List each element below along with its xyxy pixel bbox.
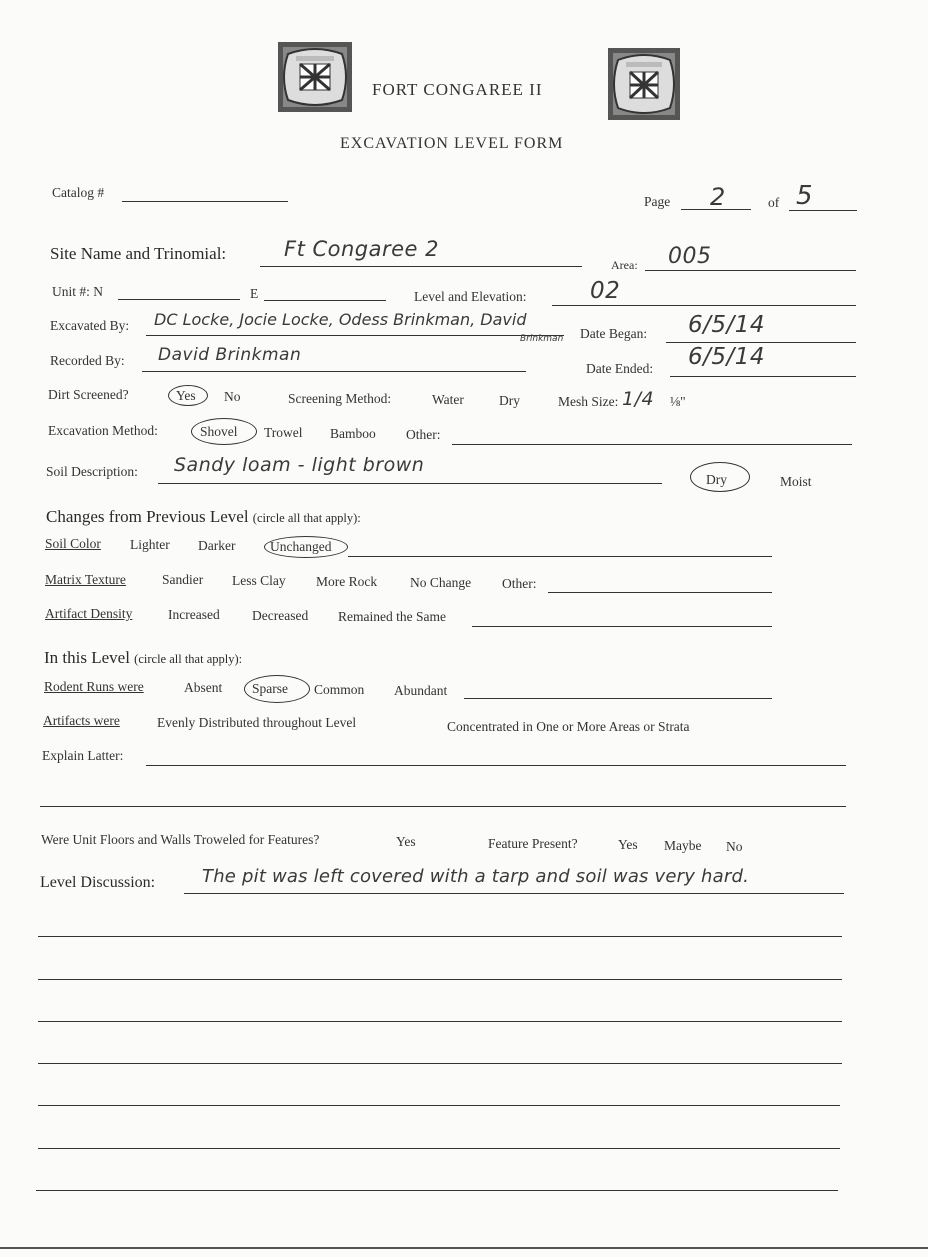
changes-heading-text: Changes from Previous Level: [46, 507, 249, 526]
soil-description-label: Soil Description:: [46, 464, 138, 479]
right-seal-logo: [608, 48, 680, 120]
troweled-question: Were Unit Floors and Walls Troweled for Features?: [41, 832, 320, 847]
date-began-field[interactable]: [666, 342, 856, 343]
feature-maybe-option[interactable]: Maybe: [664, 838, 702, 853]
date-began-label: Date Began:: [580, 326, 648, 341]
discussion-line-7[interactable]: [38, 1148, 840, 1149]
explain-field-2[interactable]: [40, 806, 846, 807]
catalog-label: Catalog #: [52, 185, 105, 200]
of-label: of: [768, 195, 780, 210]
artifacts-concentrated-option[interactable]: Concentrated in One or More Areas or Strata: [447, 719, 690, 734]
area-field[interactable]: [645, 270, 856, 271]
artifacts-evenly-option[interactable]: Evenly Distributed throughout Level: [157, 715, 357, 730]
left-seal-logo: [278, 42, 352, 112]
catalog-field[interactable]: [122, 201, 288, 202]
area-label: Area:: [611, 258, 638, 272]
matrix-other-field[interactable]: [548, 592, 772, 593]
level-discussion-label: Level Discussion:: [40, 874, 156, 891]
rodent-sparse-option[interactable]: Sparse: [252, 681, 288, 696]
unit-east-field[interactable]: [264, 300, 386, 301]
mesh-size-value: 1/4: [622, 388, 655, 410]
method-bamboo-option[interactable]: Bamboo: [330, 426, 376, 441]
soil-description-field[interactable]: [158, 483, 662, 484]
feature-present-question: Feature Present?: [488, 836, 578, 851]
soil-description-value: Sandy loam - light brown: [174, 454, 425, 476]
rodent-absent-option[interactable]: Absent: [184, 680, 223, 695]
mesh-size-label: Mesh Size:: [558, 394, 619, 409]
in-level-heading: [44, 648, 242, 668]
excavated-label: Excavated By:: [50, 318, 130, 333]
page-value: 2: [710, 183, 726, 211]
date-began-value: 6/5/14: [688, 312, 766, 338]
soil-color-unchanged-option[interactable]: Unchanged: [270, 539, 332, 554]
changes-heading: [46, 507, 361, 527]
soil-dry-circle: [690, 462, 750, 492]
matrix-other-label: Other:: [502, 576, 537, 591]
mesh-size-suffix: ⅛": [670, 394, 686, 409]
matrix-less-clay-option[interactable]: Less Clay: [232, 573, 286, 588]
matrix-texture-label: Matrix Texture: [45, 572, 126, 587]
recorded-field[interactable]: [142, 371, 526, 372]
rodent-notes-field[interactable]: [464, 698, 772, 699]
recorded-label: Recorded By:: [50, 353, 125, 368]
explain-label: Explain Latter:: [42, 748, 124, 763]
date-ended-value: 6/5/14: [688, 344, 766, 370]
discussion-line-3[interactable]: [38, 979, 842, 980]
level-value: 02: [590, 278, 621, 304]
dirt-yes-option[interactable]: Yes: [176, 388, 196, 403]
date-ended-label: Date Ended:: [586, 361, 654, 376]
method-shovel-option[interactable]: Shovel: [200, 424, 238, 439]
level-field[interactable]: [552, 305, 856, 306]
screening-water-option[interactable]: Water: [432, 392, 464, 407]
method-other-label: Other:: [406, 427, 441, 442]
screening-dry-option[interactable]: Dry: [499, 393, 520, 408]
excavation-method-label: Excavation Method:: [48, 423, 158, 438]
discussion-line-1[interactable]: [184, 893, 844, 894]
soil-color-label: Soil Color: [45, 536, 101, 551]
explain-field-1[interactable]: [146, 765, 846, 766]
site-value: Ft Congaree 2: [284, 237, 440, 261]
density-remained-option[interactable]: Remained the Same: [338, 609, 446, 624]
level-label: Level and Elevation:: [414, 289, 527, 304]
soil-color-unchanged-circle: [264, 536, 348, 558]
screening-method-label: Screening Method:: [288, 391, 392, 406]
in-level-note: (circle all that apply):: [134, 652, 243, 666]
rodent-runs-label: Rodent Runs were: [44, 679, 144, 694]
feature-no-option[interactable]: No: [726, 839, 743, 854]
matrix-sandier-option[interactable]: Sandier: [162, 572, 204, 587]
matrix-no-change-option[interactable]: No Change: [410, 575, 472, 590]
matrix-more-rock-option[interactable]: More Rock: [316, 574, 378, 589]
density-increased-option[interactable]: Increased: [168, 607, 220, 622]
rodent-common-option[interactable]: Common: [314, 682, 365, 697]
changes-note: (circle all that apply):: [252, 511, 361, 525]
unit-label: Unit #: N: [52, 284, 104, 299]
soil-color-darker-option[interactable]: Darker: [198, 538, 236, 553]
form-subtitle: EXCAVATION LEVEL FORM: [340, 135, 564, 152]
dirt-no-option[interactable]: No: [224, 389, 241, 404]
site-field[interactable]: [260, 266, 582, 267]
method-trowel-option[interactable]: Trowel: [264, 425, 303, 440]
rodent-abundant-option[interactable]: Abundant: [394, 683, 448, 698]
recorded-value: David Brinkman: [158, 345, 302, 365]
dirt-screened-label: Dirt Screened?: [48, 387, 129, 402]
discussion-line-6[interactable]: [38, 1105, 840, 1106]
excavated-field[interactable]: [146, 335, 564, 336]
discussion-line-2[interactable]: [38, 936, 842, 937]
date-ended-field[interactable]: [670, 376, 856, 377]
feature-yes-option[interactable]: Yes: [618, 837, 638, 852]
in-level-heading-text: In this Level: [44, 648, 130, 667]
excavated-value-continued: Brinkman: [520, 334, 564, 344]
method-shovel-circle: [191, 418, 257, 445]
discussion-line-5[interactable]: [38, 1063, 842, 1064]
excavated-value: DC Locke, Jocie Locke, Odess Brinkman, David: [154, 310, 527, 329]
rodent-sparse-circle: [244, 675, 310, 703]
scan-bottom-edge: [0, 1247, 928, 1249]
artifacts-label: Artifacts were: [43, 713, 120, 728]
unit-north-field[interactable]: [118, 299, 240, 300]
artifact-density-label: Artifact Density: [45, 606, 133, 621]
troweled-yes-option[interactable]: Yes: [396, 834, 416, 849]
density-notes-field[interactable]: [472, 626, 772, 627]
soil-color-lighter-option[interactable]: Lighter: [130, 537, 170, 552]
soil-color-notes-field[interactable]: [348, 556, 772, 557]
of-value: 5: [796, 181, 814, 211]
dirt-yes-circle: [168, 385, 208, 406]
site-label: Site Name and Trinomial:: [50, 244, 227, 263]
form-header-title: FORT CONGAREE II: [372, 80, 543, 99]
soil-moist-option[interactable]: Moist: [780, 474, 812, 489]
discussion-line-4[interactable]: [38, 1021, 842, 1022]
method-other-field[interactable]: [452, 444, 852, 445]
level-discussion-value: The pit was left covered with a tarp and soil was very hard.: [202, 866, 750, 887]
unit-east-label: E: [250, 286, 259, 301]
soil-dry-option[interactable]: Dry: [706, 472, 727, 487]
page-label: Page: [644, 194, 671, 209]
density-decreased-option[interactable]: Decreased: [252, 608, 309, 623]
discussion-line-8[interactable]: [36, 1190, 838, 1191]
area-value: 005: [668, 244, 712, 269]
